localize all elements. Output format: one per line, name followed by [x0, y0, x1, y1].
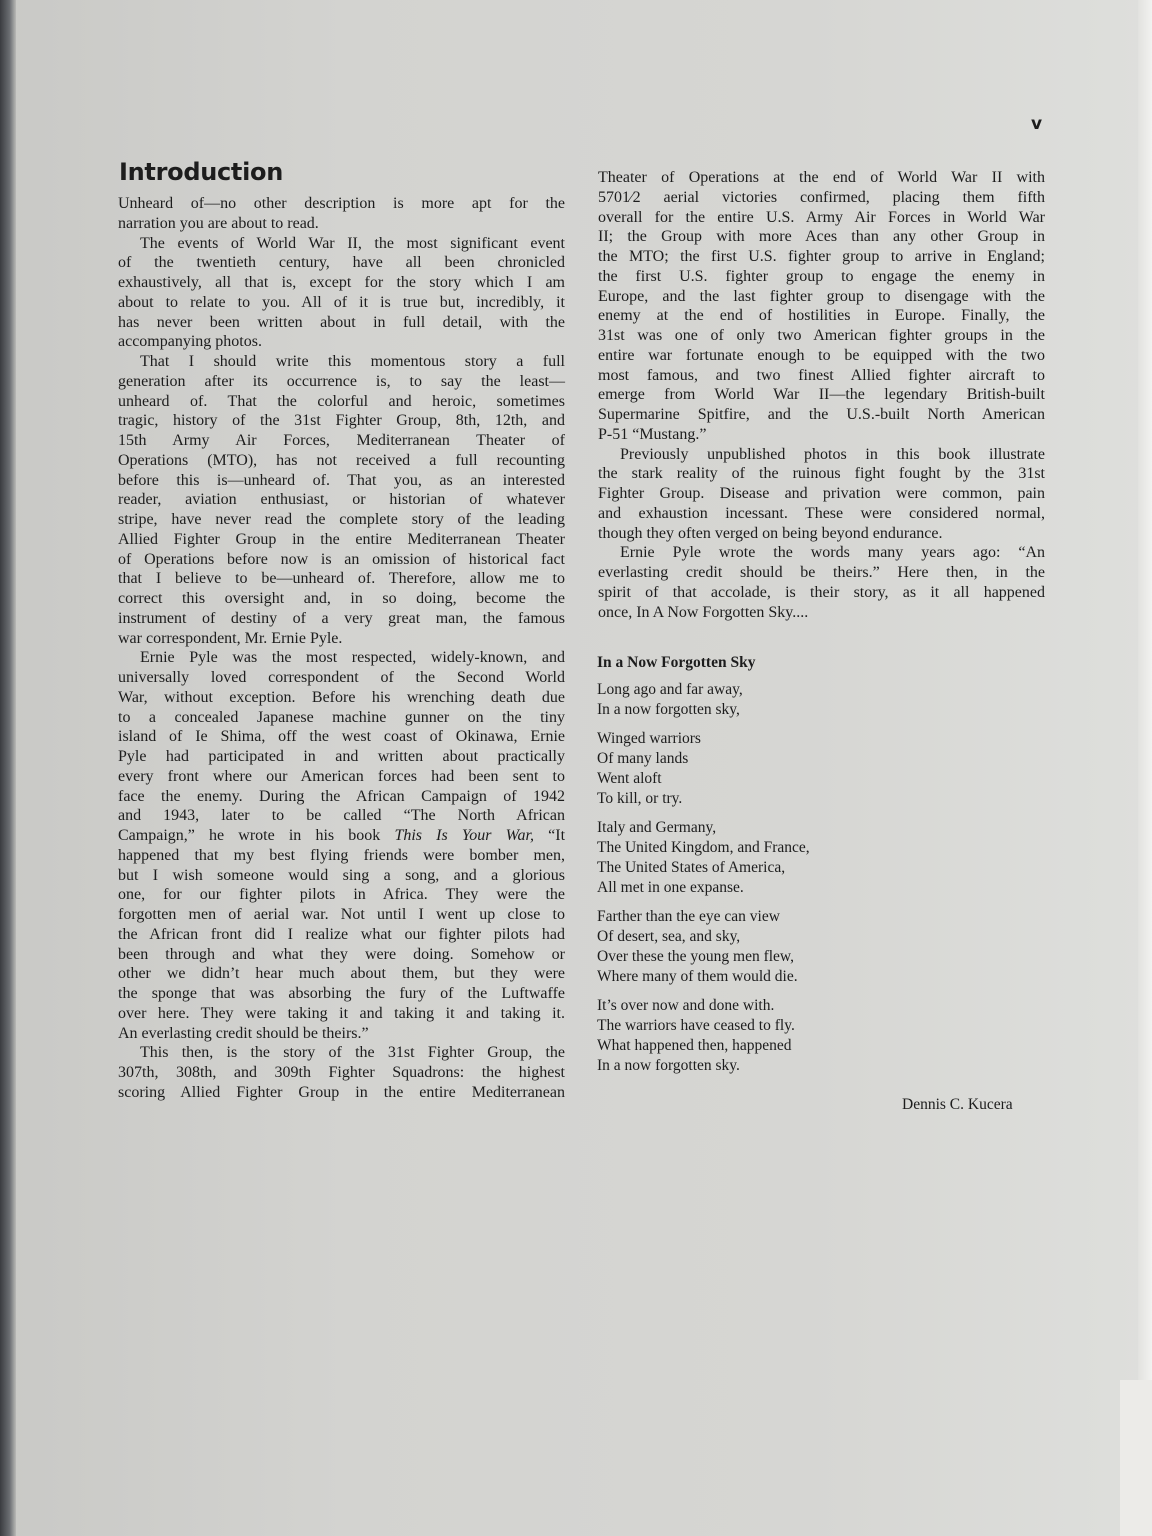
text-line: Supermarine Spitfire, and the U.S.-built North American [598, 406, 1045, 423]
text-line: tragic, history of the 31st Fighter Group, 8th, 12th, and [118, 412, 565, 430]
text-line: the MTO; the first U.S. fighter group to arrive in England; [598, 248, 1045, 265]
text-line: 31st was one of only two American fighter groups in the [598, 327, 1045, 344]
text-line: Ernie Pyle was the most respected, widely-known, and [140, 649, 565, 667]
paragraph [118, 352, 565, 648]
poem-stanza [597, 729, 1047, 809]
poem-stanza [597, 680, 1047, 720]
text-line: accompanying photos. [118, 333, 262, 351]
poem-line: Of desert, sea, and sky, [597, 928, 741, 945]
poem-line: Of many lands [597, 750, 689, 767]
poem-line: Where many of them would die. [597, 968, 798, 985]
poem-line: It’s over now and done with. [597, 997, 775, 1014]
poem-line: In a now forgotten sky, [597, 701, 740, 718]
text-line: over here. They were taking it and taking it and taking it. [118, 1004, 565, 1022]
text-line: stripe, have never read the complete story of the leading [118, 511, 565, 528]
poem-stanzas [597, 680, 1047, 1076]
text-line: Fighter Group. Disease and privation were common, pain [598, 485, 1045, 502]
text-line: Operations (MTO), has not received a full recounting [118, 451, 565, 469]
poem-line: The United Kingdom, and France, [597, 839, 810, 856]
text-line: the first U.S. fighter group to engage the enemy in [598, 267, 1045, 285]
text-line: before this is—unheard of. That you, as an interested [118, 471, 565, 489]
text-line: and exhaustion incessant. These were considered normal, [598, 504, 1045, 522]
text-line: An everlasting credit should be theirs.” [118, 1024, 369, 1042]
text-line: other we didn’t hear much about them, but they were [118, 965, 565, 983]
text-line: one, for our fighter pilots in Africa. They were the [118, 886, 565, 904]
poem-title: In a Now Forgotten Sky [597, 654, 756, 671]
text-line: That I should write this momentous story a full [140, 353, 565, 370]
text-line: face the enemy. During the African Campaign of 1942 [118, 787, 565, 805]
page-edge [1138, 0, 1152, 1536]
paragraph [598, 543, 1045, 622]
text-line: spirit of that accolade, is their story, as it all happened [598, 583, 1045, 601]
right-column [598, 168, 1045, 622]
text-line: 15th Army Air Forces, Mediterranean Theater of [118, 432, 565, 449]
text-line: Ernie Pyle wrote the words many years ago: “An [620, 544, 1045, 562]
text-line: emerge from World War II—the legendary British-built [598, 386, 1045, 404]
poem-line: All met in one expanse. [597, 879, 744, 896]
text-line: II; the Group with more Aces than any other Group in [598, 228, 1045, 246]
poem-stanza [597, 907, 1047, 987]
text-line: scoring Allied Fighter Group in the entire Mediterranean [118, 1083, 565, 1101]
text-line: Unheard of—no other description is more apt for the [118, 195, 565, 212]
text-line: most famous, and two finest Allied fighter aircraft to [598, 366, 1045, 384]
text-line: War, without exception. Before his wrenching death due [118, 688, 565, 706]
poem-stanza [597, 996, 1047, 1076]
paragraph [118, 1043, 565, 1102]
text-line: P-51 “Mustang.” [598, 425, 707, 443]
text-line: forgotten men of aerial war. Not until I went up close to [118, 906, 565, 923]
poem [597, 653, 1047, 1085]
text-line: about to relate to you. All of it is true but, incredibly, it [118, 293, 565, 311]
text-line: narration you are about to read. [118, 214, 319, 232]
text-line: This then, is the story of the 31st Fighter Group, the [140, 1044, 565, 1062]
text-line: instrument of destiny of a very great man, the famous [118, 609, 565, 627]
page-corner [1120, 1380, 1152, 1536]
poem-line: Farther than the eye can view [597, 908, 780, 925]
poem-line: Went aloft [597, 770, 662, 787]
text-line: Europe, and the last fighter group to disengage with the [598, 287, 1045, 305]
text-line: Pyle had participated in and written about practically [118, 748, 565, 765]
poem-line: In a now forgotten sky. [597, 1057, 740, 1074]
text-line: the sponge that was absorbing the fury of the Luftwaffe [118, 985, 565, 1002]
poem-line: The warriors have ceased to fly. [597, 1017, 795, 1034]
text-line: been through and what they were doing. Somehow or [118, 945, 565, 963]
poem-line: Italy and Germany, [597, 819, 717, 836]
poem-line: Over these the young men flew, [597, 948, 794, 965]
poem-line: Winged warriors [597, 730, 701, 747]
text-line: overall for the entire U.S. Army Air Forces in World War [598, 208, 1045, 226]
text-line: Previously unpublished photos in this book illustrate [620, 445, 1045, 463]
paragraph [118, 234, 565, 353]
text-line: generation after its occurrence is, to say the least— [118, 372, 565, 390]
text-line: the stark reality of the ruinous fight fought by the 31st [598, 465, 1045, 483]
paragraph [118, 648, 565, 1043]
text-line: island of Ie Shima, off the west coast of Okinawa, Ernie [118, 728, 565, 746]
text-line: once, In A Now Forgotten Sky.... [598, 603, 809, 621]
paragraph [118, 194, 565, 234]
text-line: happened that my best flying friends were bomber men, [118, 846, 565, 864]
text-line: to a concealed Japanese machine gunner on the tiny [118, 708, 565, 726]
text-line: and 1943, later to be called “The North African [118, 807, 565, 825]
text-segment: Campaign,” he wrote in his book [118, 827, 395, 844]
text-line: 5701⁄2 aerial victories confirmed, placing them fifth [598, 188, 1045, 206]
text-line: the African front did I realize what our fighter pilots had [118, 925, 565, 943]
text-line: 307th, 308th, and 309th Fighter Squadrons: the highest [118, 1064, 565, 1081]
text-line: correct this oversight and, in so doing, become the [118, 590, 565, 607]
text-line: Theater of Operations at the end of World War II with [598, 169, 1045, 186]
text-segment: “It [534, 827, 566, 844]
poem-line: What happened then, happened [597, 1037, 792, 1054]
text-line: universally loved correspondent of the Second World [118, 669, 565, 686]
text-line: enemy at the end of hostilities in Europe. Finally, the [598, 307, 1045, 325]
text-line: entire war fortunate enough to be equipped with the two [598, 346, 1045, 364]
poem-line: The United States of America, [597, 859, 786, 876]
text-line: everlasting credit should be theirs.” Here then, in the [598, 564, 1045, 581]
text-line: exhaustively, all that is, except for the story which I am [118, 274, 565, 291]
text-line: has never been written about in full detail, with the [118, 313, 565, 331]
text-line: every front where our American forces had been sent to [118, 767, 565, 785]
left-column [118, 194, 565, 1103]
paragraph [598, 168, 1045, 445]
text-line: Allied Fighter Group in the entire Mediterranean Theater [118, 530, 565, 548]
text-line: of Operations before now is an omission of historical fact [118, 550, 565, 568]
text-line [118, 826, 565, 846]
text-line: but I wish someone would sing a song, and a glorious [118, 866, 565, 884]
page-title: Introduction [119, 158, 283, 186]
page-number: v [1031, 114, 1043, 134]
author-signature: Dennis C. Kucera [902, 1096, 1013, 1113]
poem-line: Long ago and far away, [597, 681, 743, 698]
book-title-italic: This Is Your War, [394, 827, 534, 844]
text-line: The events of World War II, the most significant event [140, 234, 565, 252]
poem-stanza [597, 818, 1047, 898]
paragraph [598, 445, 1045, 544]
text-line: of the twentieth century, have all been chronicled [118, 254, 565, 272]
poem-line: To kill, or try. [597, 790, 683, 807]
text-line: war correspondent, Mr. Ernie Pyle. [118, 629, 343, 647]
text-line: reader, aviation enthusiast, or historian of whatever [118, 491, 565, 509]
text-line: that I believe to be—unheard of. Therefore, allow me to [118, 570, 565, 588]
text-line: though they often verged on being beyond endurance. [598, 524, 943, 542]
book-spine-edge [0, 0, 16, 1536]
text-line: unheard of. That the colorful and heroic, sometimes [118, 392, 565, 410]
